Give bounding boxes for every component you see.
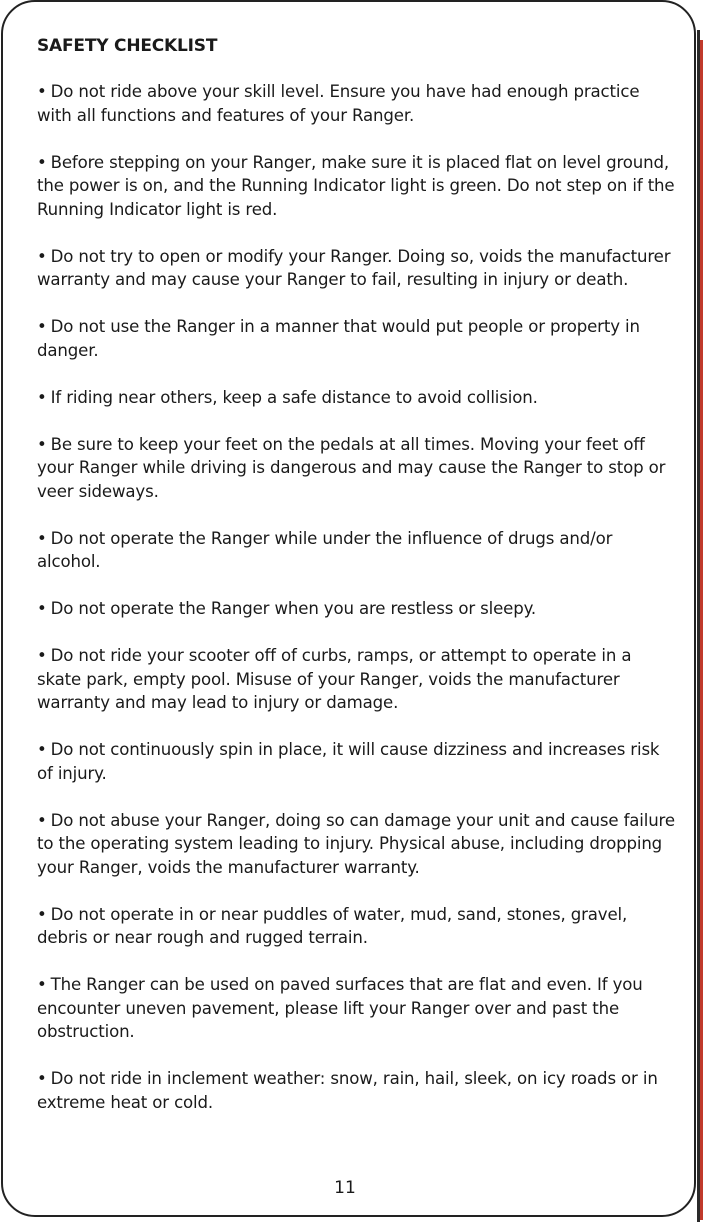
list-item <box>37 903 677 950</box>
bullet-icon: • <box>37 740 47 759</box>
bullet-icon: • <box>37 975 47 994</box>
safety-checklist <box>37 80 677 1138</box>
list-item <box>37 597 677 621</box>
list-item-text: Do not use the Ranger in a manner that would put people or property in danger. <box>37 317 640 360</box>
list-item <box>37 245 677 292</box>
list-item-text: The Ranger can be used on paved surfaces that are flat and even. If you encounter uneven pavement, please lift your Ranger over and past the obstruction. <box>37 975 643 1041</box>
list-item-text: Do not ride in inclement weather: snow, rain, hail, sleek, on icy roads or in extreme heat or cold. <box>37 1069 658 1112</box>
page-number: 11 <box>334 1178 356 1198</box>
bullet-icon: • <box>37 434 47 454</box>
list-item <box>37 527 677 574</box>
bullet-icon: • <box>37 810 47 830</box>
bullet-icon: • <box>37 599 47 618</box>
list-item <box>37 973 677 1044</box>
list-item-text: Do not try to open or modify your Ranger. Doing so, voids the manufacturer warranty and may cause your Ranger to fail, resulting in injury or death. <box>37 246 671 289</box>
bullet-icon: • <box>37 82 47 101</box>
list-item <box>37 644 677 715</box>
list-item-text: Do not ride your scooter off of curbs, ramps, or attempt to operate in a skate park, empty pool. Misuse of your Ranger, voids the manufacturer warranty and may lead to injury or damage. <box>37 646 632 712</box>
list-item <box>37 80 677 127</box>
list-item-text: Be sure to keep your feet on the pedals at all times. Moving your feet off your Ranger while driving is dangerous and may cause the Ranger to stop or veer sideways. <box>37 434 666 501</box>
list-item-text: Do not ride above your skill level. Ensure you have had enough practice with all functions and features of your Ranger. <box>37 82 640 125</box>
list-item <box>37 315 677 362</box>
list-item-text: Do not operate in or near puddles of water, mud, sand, stones, gravel, debris or near rough and rugged terrain. <box>37 904 628 947</box>
bullet-icon: • <box>37 1069 47 1088</box>
bullet-icon: • <box>37 317 47 336</box>
list-item <box>37 1067 677 1114</box>
page-edge-accent <box>700 40 703 1220</box>
list-item <box>37 433 677 504</box>
list-item-text: Before stepping on your Ranger, make sure it is placed flat on level ground, the power is on, and the Running Indicator light is green. Do not step on if the Running Indicator light is red. <box>37 152 675 219</box>
list-item <box>37 151 677 222</box>
list-item-text: Do not operate the Ranger when you are restless or sleepy. <box>50 599 537 618</box>
bullet-icon: • <box>37 528 47 548</box>
list-item-text: Do not continuously spin in place, it will cause dizziness and increases risk of injury. <box>37 740 660 783</box>
list-item <box>37 386 677 410</box>
list-item-text: Do not abuse your Ranger, doing so can damage your unit and cause failure to the operating system leading to injury. Physical abuse, including dropping your Ranger, voids the manufacturer warranty. <box>37 810 675 877</box>
bullet-icon: • <box>37 646 47 665</box>
list-item <box>37 809 677 880</box>
page-title: SAFETY CHECKLIST <box>37 36 218 56</box>
list-item-text: If riding near others, keep a safe distance to avoid collision. <box>50 387 538 407</box>
bullet-icon: • <box>37 246 47 266</box>
bullet-icon: • <box>37 152 47 172</box>
list-item-text: Do not operate the Ranger while under the influence of drugs and/or alcohol. <box>37 528 613 571</box>
bullet-icon: • <box>37 387 47 407</box>
list-item <box>37 738 677 785</box>
bullet-icon: • <box>37 904 47 924</box>
